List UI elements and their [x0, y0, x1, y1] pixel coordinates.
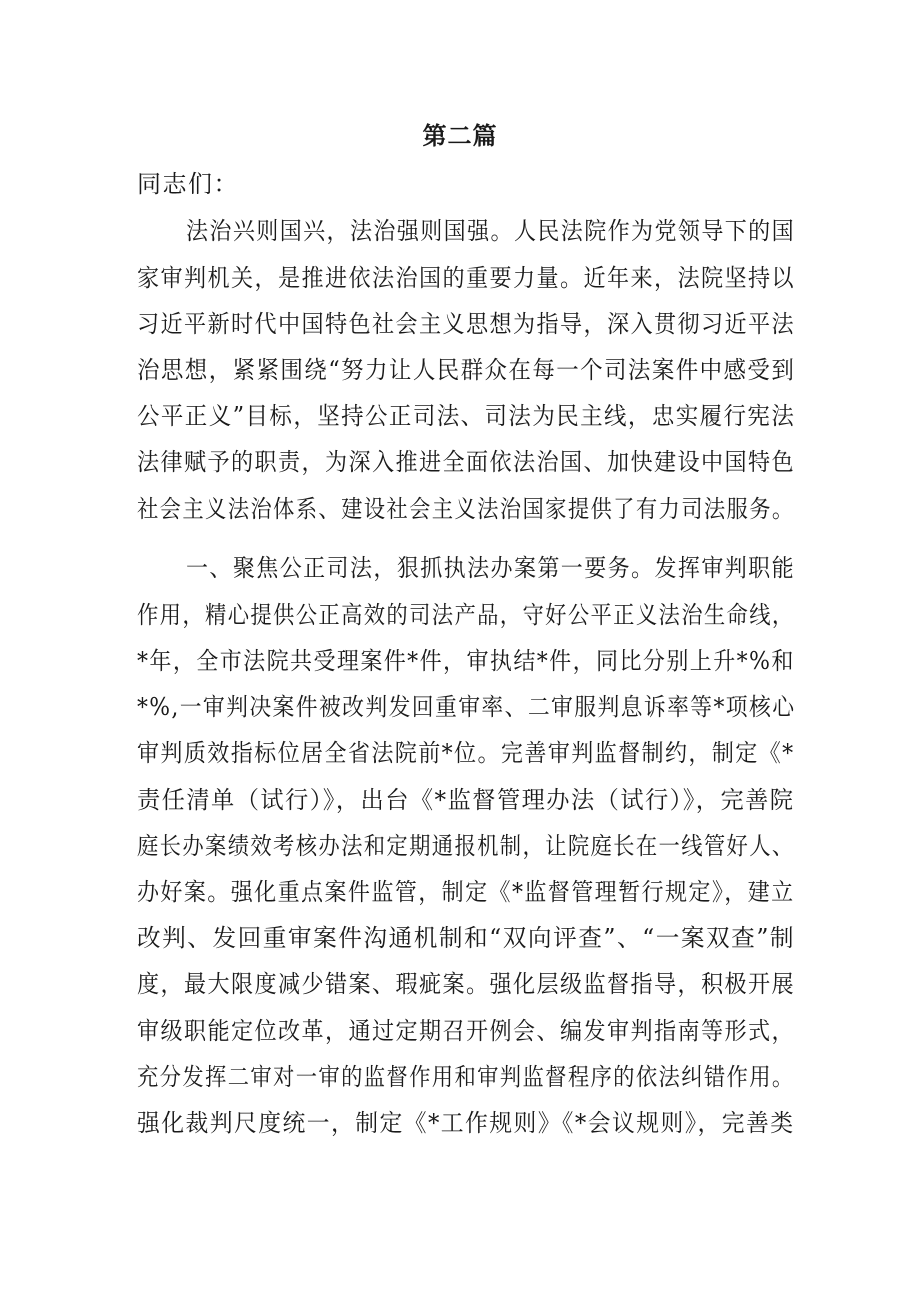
document-title: 第二篇 [422, 122, 498, 150]
text-line: *%,一审判决案件被改判发回重审率、二审服判息诉率等*项核心 [137, 693, 796, 721]
text-line: 法治兴则国兴，法治强则国强。人民法院作为党领导下的国 [186, 217, 796, 245]
salutation: 同志们： [137, 170, 239, 198]
text-line: 度，最大限度减少错案、瑕疵案。强化层级监督指导，积极开展 [137, 970, 796, 998]
text-line: 强化裁判尺度统一，制定《*工作规则》《*会议规则》，完善类 [137, 1109, 795, 1137]
text-line: *年，全市法院共受理案件*件，审执结*件，同比分别上升*%和 [137, 647, 795, 675]
text-line: 家审判机关，是推进依法治国的重要力量。近年来，法院坚持以 [137, 264, 796, 292]
text-line: 改判、发回重审案件沟通机制和“双向评查”、“一案双查”制 [137, 924, 796, 952]
text-line: 公平正义”目标，坚持公正司法、司法为民主线，忠实履行宪法 [137, 402, 796, 430]
text-line: 办好案。强化重点案件监管，制定《*监督管理暂行规定》，建立 [137, 878, 795, 906]
text-line: 治思想，紧紧围绕“努力让人民群众在每一个司法案件中感受到 [137, 356, 796, 384]
text-line: 庭长办案绩效考核办法和定期通报机制，让院庭长在一线管好人、 [137, 832, 795, 860]
text-line: 审级职能定位改革，通过定期召开例会、编发审判指南等形式， [137, 1017, 796, 1045]
text-line: 审判质效指标位居全省法院前*位。完善审判监督制约，制定《* [137, 739, 795, 767]
text-line: 责任清单（试行）》，出台《*监督管理办法（试行）》，完善院 [137, 786, 795, 814]
text-line: 充分发挥二审对一审的监督作用和审判监督程序的依法纠错作用。 [137, 1063, 795, 1091]
text-line: 社会主义法治体系、建设社会主义法治国家提供了有力司法服务。 [137, 495, 795, 523]
text-line: 作用，精心提供公正高效的司法产品，守好公平正义法治生命线， [137, 601, 795, 629]
text-line: 一、聚焦公正司法，狠抓执法办案第一要务。发挥审判职能 [186, 554, 796, 582]
text-line: 法律赋予的职责，为深入推进全面依法治国、加快建设中国特色 [137, 448, 796, 476]
text-line: 习近平新时代中国特色社会主义思想为指导，深入贯彻习近平法 [137, 310, 796, 338]
